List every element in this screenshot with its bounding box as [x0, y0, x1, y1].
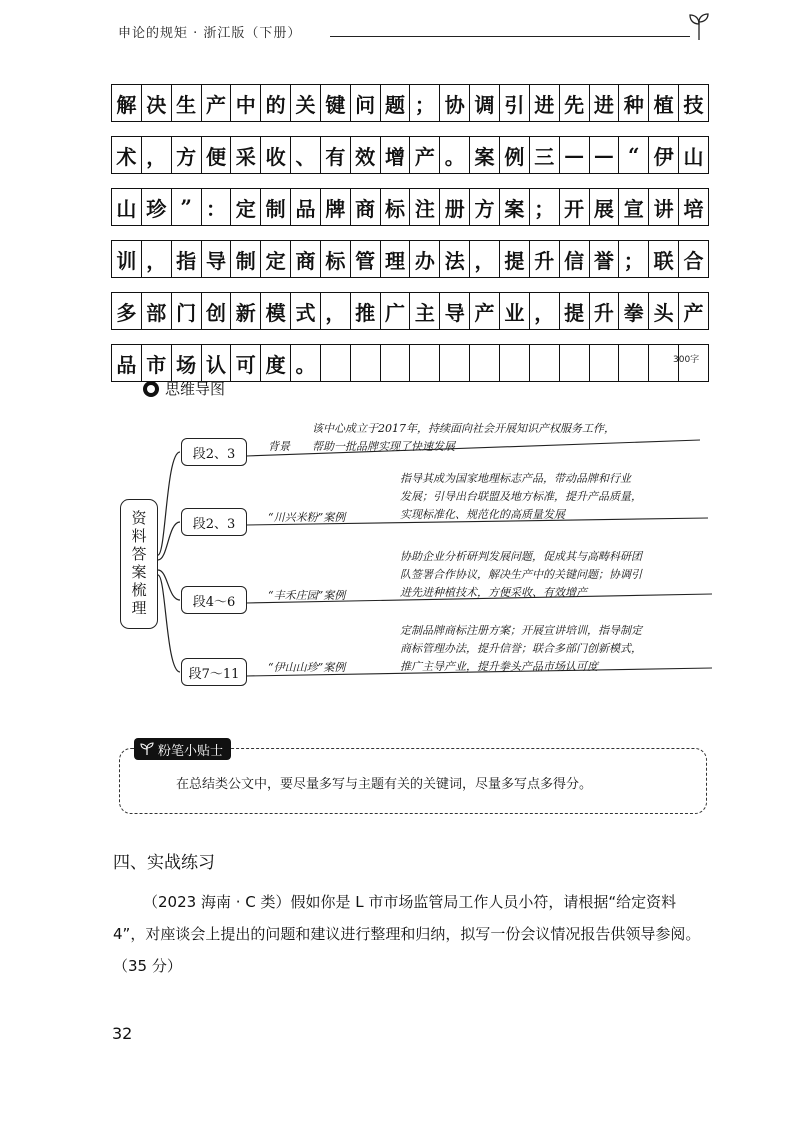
- grid-cell: 度: [261, 345, 291, 381]
- grid-cell: 产: [202, 85, 232, 121]
- grid-cell: 牌: [321, 189, 351, 225]
- mind-map-title-text: 思维导图: [165, 380, 226, 398]
- grid-cell: ；: [530, 189, 560, 225]
- grid-cell: 开: [560, 189, 590, 225]
- grid-cell: 部: [142, 293, 172, 329]
- grid-cell: 册: [440, 189, 470, 225]
- grid-cell: 模: [261, 293, 291, 329]
- grid-cell: 定: [231, 189, 261, 225]
- grid-cell: 管: [351, 241, 381, 277]
- grid-cell: 培: [683, 196, 704, 221]
- grid-cell: 便: [202, 137, 232, 173]
- grid-cell: 收: [261, 137, 291, 173]
- grid-cell: 制: [261, 189, 291, 225]
- grid-cell: 标: [381, 189, 411, 225]
- grid-cell: 信: [560, 241, 590, 277]
- grid-cell: 方: [470, 189, 500, 225]
- page-number: 32: [112, 1024, 133, 1043]
- tip-tag: [134, 738, 231, 760]
- grid-cell: 讲: [649, 189, 679, 225]
- branch-label-3: “丰禾庄园”案例: [268, 589, 346, 602]
- grid-cell: 多: [112, 293, 142, 329]
- grid-cell: 进: [590, 85, 620, 121]
- grid-cell: 市: [142, 345, 172, 381]
- grid-cell: 誉: [590, 241, 620, 277]
- grid-cell: 理: [381, 241, 411, 277]
- branch-node-4: 段7～11: [181, 658, 247, 686]
- grid-cell: ，: [142, 241, 172, 277]
- grid-cell: 产: [410, 137, 440, 173]
- section-title: 四、实战练习: [113, 853, 215, 873]
- grid-cell: 定: [261, 241, 291, 277]
- grid-cell: ，: [142, 137, 172, 173]
- grid-cell: —: [590, 137, 620, 173]
- grid-cell: ；: [410, 85, 440, 121]
- grid-cell: 品: [291, 189, 321, 225]
- grid-cell: 三: [530, 137, 560, 173]
- branch-label-4: “伊山山珍”案例: [268, 661, 346, 674]
- branch-label-1: 背景: [268, 440, 290, 453]
- grid-cell: 山: [683, 144, 704, 169]
- tip-tag-label: 粉笔小贴士: [158, 743, 224, 759]
- grid-cell: 导: [440, 293, 470, 329]
- grid-cell: ，: [321, 293, 351, 329]
- grid-cell: 产: [470, 293, 500, 329]
- branch-text-1: 该中心成立于2017年，持续面向社会开展知识产权服务工作， 帮助一批品牌实现了快速发展: [312, 422, 615, 453]
- branch-text-3: 协助企业分析研判发展问题，促成其与高畴科研团 队签署合作协议，解决生产中的关键问题；协调引 进先进种植技术，方便采收、有效增产: [400, 550, 642, 599]
- grid-cell: 的: [261, 85, 291, 121]
- grid-cell: 方: [172, 137, 202, 173]
- grid-cell: 题: [381, 85, 411, 121]
- grid-cell: 门: [172, 293, 202, 329]
- grid-cell: 例: [500, 137, 530, 173]
- exercise-paragraph: （2023 海南 · C 类）假如你是 L 市市场监管局工作人员小符，请根据“给定资料 4”，对座谈会上提出的问题和建议进行整理和归纳，拟写一份会议情况报告供领导参阅。（35 分）: [113, 893, 701, 975]
- branch-text-2: 指导其成为国家地理标志产品，带动品牌和行业 发展；引导出台联盟及地方标准，提升产品质量， 实现标准化、规范化的高质量发展: [400, 472, 642, 521]
- grid-cell: 生: [172, 85, 202, 121]
- sprout-icon: [140, 742, 154, 756]
- grid-cell: 先: [560, 85, 590, 121]
- grid-cell: 、: [291, 137, 321, 173]
- grid-cell: 提: [500, 241, 530, 277]
- grid-cell: 创: [202, 293, 232, 329]
- grid-cell: 展: [590, 189, 620, 225]
- grid-cell: 键: [321, 85, 351, 121]
- grid-cell: 进: [530, 85, 560, 121]
- grid-cell: 协: [440, 85, 470, 121]
- grid-cell: 技: [683, 92, 704, 117]
- grid-cell: 认: [202, 345, 232, 381]
- grid-cell: 关: [291, 85, 321, 121]
- grid-cell: 伊: [649, 137, 679, 173]
- branch-node-1: 段2、3: [181, 438, 247, 466]
- grid-cell: 合: [683, 248, 704, 273]
- grid-cell: 。: [291, 345, 321, 381]
- grid-cell: 宣: [619, 189, 649, 225]
- grid-cell: 拳: [619, 293, 649, 329]
- grid-cell: ：: [202, 189, 232, 225]
- grid-cell: 产: [683, 300, 704, 325]
- branch-label-2: “川兴米粉”案例: [268, 511, 346, 524]
- grid-cell: 采: [231, 137, 261, 173]
- grid-cell: 式: [291, 293, 321, 329]
- grid-cell: 调: [470, 85, 500, 121]
- grid-cell: 术: [112, 137, 142, 173]
- grid-cell: 场: [172, 345, 202, 381]
- grid-cell: 案: [500, 189, 530, 225]
- grid-cell: ，: [470, 241, 500, 277]
- grid-cell: 商: [291, 241, 321, 277]
- grid-cell: 商: [351, 189, 381, 225]
- grid-cell: 业: [500, 293, 530, 329]
- grid-cell: 主: [410, 293, 440, 329]
- mind-map-root: 资料答案梳理: [120, 499, 158, 629]
- grid-cell: 珍: [142, 189, 172, 225]
- branch-node-3: 段4～6: [181, 586, 247, 614]
- grid-cell: 效: [351, 137, 381, 173]
- branch-node-2: 段2、3: [181, 508, 247, 536]
- grid-cell: 问: [351, 85, 381, 121]
- branch-text-4: 定制品牌商标注册方案；开展宣讲培训，指导制定 商标管理办法，提升信誉；联合多部门创新模式， 推广主导产业，提升拳头产品市场认可度: [400, 624, 642, 673]
- grid-cell: —: [560, 137, 590, 173]
- grid-cell: 提: [560, 293, 590, 329]
- grid-cell: 中: [231, 85, 261, 121]
- grid-cell: 头: [649, 293, 679, 329]
- grid-cell: 解: [112, 85, 142, 121]
- grid-cell: 引: [500, 85, 530, 121]
- grid-cell: 品: [112, 345, 142, 381]
- grid-cell: 增: [381, 137, 411, 173]
- grid-cell: 导: [202, 241, 232, 277]
- grid-cell: 植: [649, 85, 679, 121]
- grid-cell: 办: [410, 241, 440, 277]
- grid-cell: 升: [590, 293, 620, 329]
- grid-cell: 有: [321, 137, 351, 173]
- grid-cell: 联: [649, 241, 679, 277]
- grid-cell: 。: [440, 137, 470, 173]
- word-count: 300字: [673, 355, 700, 365]
- grid-cell: 注: [410, 189, 440, 225]
- grid-cell: 标: [321, 241, 351, 277]
- grid-cell: 推: [351, 293, 381, 329]
- grid-cell: 训: [112, 241, 142, 277]
- grid-cell: 可: [231, 345, 261, 381]
- grid-cell: 广: [381, 293, 411, 329]
- grid-cell: ”: [172, 189, 202, 225]
- grid-cell: 制: [231, 241, 261, 277]
- grid-cell: ；: [619, 241, 649, 277]
- running-header: 申论的规矩 · 浙江版（下册）: [118, 26, 302, 41]
- grid-cell: 种: [619, 85, 649, 121]
- grid-cell: 决: [142, 85, 172, 121]
- grid-cell: “: [619, 137, 649, 173]
- grid-cell: 案: [470, 137, 500, 173]
- grid-cell: 法: [440, 241, 470, 277]
- tip-text: 在总结类公文中，要尽量多写与主题有关的关键词，尽量多写点多得分。: [176, 777, 593, 792]
- grid-cell: 新: [231, 293, 261, 329]
- grid-cell: ，: [530, 293, 560, 329]
- grid-cell: 山: [112, 189, 142, 225]
- grid-cell: 指: [172, 241, 202, 277]
- grid-cell: 升: [530, 241, 560, 277]
